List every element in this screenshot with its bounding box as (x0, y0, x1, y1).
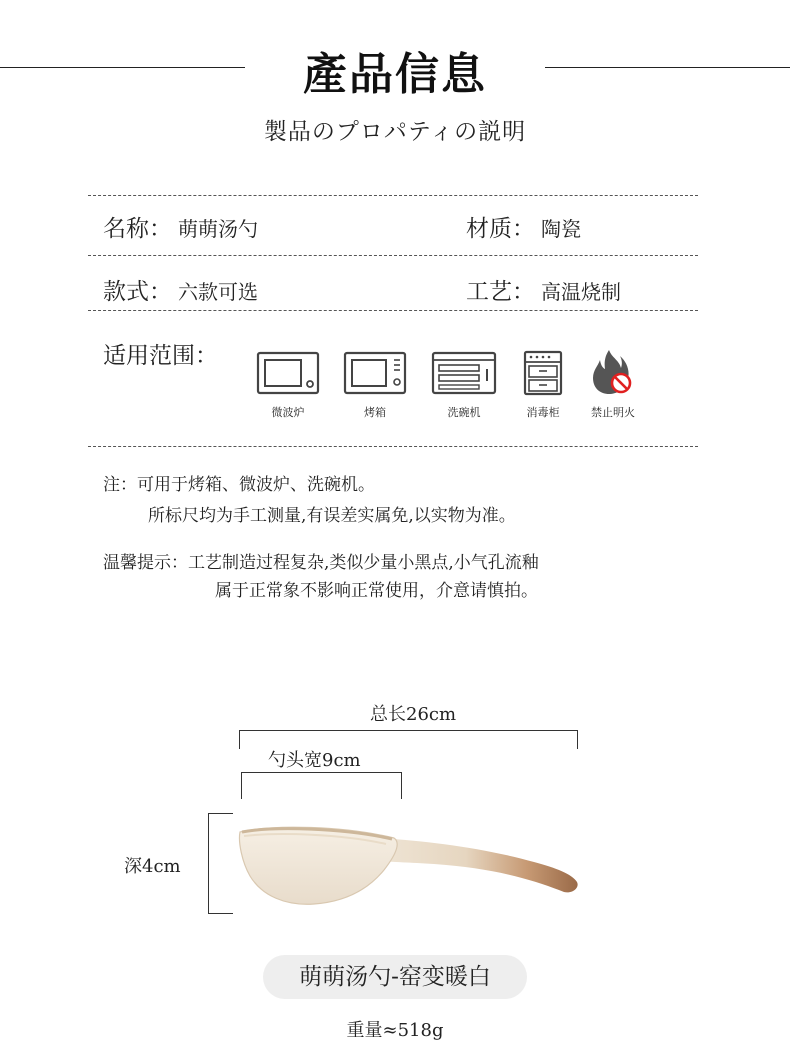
spec-material (466, 210, 581, 243)
spec-usage-label: 适用范围： (103, 343, 218, 369)
divider (88, 195, 698, 196)
appliance-label: 微波炉 (271, 406, 305, 419)
appliance-label: 消毒柜 (526, 406, 560, 419)
dimension-head-width: 勺头宽9cm (268, 750, 361, 771)
dimension-total-length: 总长26cm (370, 704, 457, 725)
page-title: 產品信息 (303, 49, 487, 100)
oven-icon (342, 350, 408, 396)
dishwasher-icon (430, 350, 498, 396)
page-subtitle: 製品のプロパティの説明 (263, 119, 527, 145)
spec-craft (466, 273, 621, 306)
spoon-image (234, 818, 584, 918)
appliance-dishwasher (425, 350, 503, 420)
appliance-microwave (249, 350, 327, 420)
spec-craft-label: 工艺： (466, 279, 535, 305)
spec-name-value: 萌萌汤勺 (178, 217, 258, 241)
dimension-bracket-depth (208, 813, 233, 914)
spec-style (103, 273, 258, 306)
divider (88, 446, 698, 447)
note-line: 所标尺均为手工测量,有误差实属免,以实物为准。 (148, 506, 516, 526)
product-name-pill: 萌萌汤勺-窑变暖白 (263, 955, 527, 999)
tip-line: 温馨提示：工艺制造过程复杂,类似少量小黑点,小气孔流釉 (103, 553, 539, 573)
spec-craft-value: 高温烧制 (541, 280, 621, 304)
spec-style-value: 六款可选 (178, 280, 258, 304)
appliance-label: 烤箱 (364, 406, 386, 419)
divider (88, 310, 698, 311)
spec-material-label: 材质： (466, 216, 535, 242)
spec-style-label: 款式： (103, 279, 172, 305)
note-line: 注：可用于烤箱、微波炉、洗碗机。 (103, 475, 375, 495)
appliance-oven (336, 350, 414, 420)
spec-name-label: 名称： (103, 216, 172, 242)
divider (88, 255, 698, 256)
sterilizer-cabinet-icon (520, 350, 566, 396)
tip-line: 属于正常象不影响正常使用，介意请慎拍。 (215, 581, 538, 601)
dimension-depth: 深4cm (124, 856, 181, 877)
no-open-flame-icon (585, 348, 641, 396)
spec-material-value: 陶瓷 (541, 217, 581, 241)
appliance-label: 洗碗机 (447, 406, 481, 419)
spec-name (103, 210, 258, 243)
product-weight: 重量≈518g (346, 1020, 444, 1041)
dimension-bracket-width (241, 772, 402, 799)
appliance-label: 禁止明火 (591, 406, 635, 419)
appliance-no-flame (574, 348, 652, 420)
microwave-icon (255, 350, 321, 396)
appliance-sterilizer (504, 350, 582, 420)
